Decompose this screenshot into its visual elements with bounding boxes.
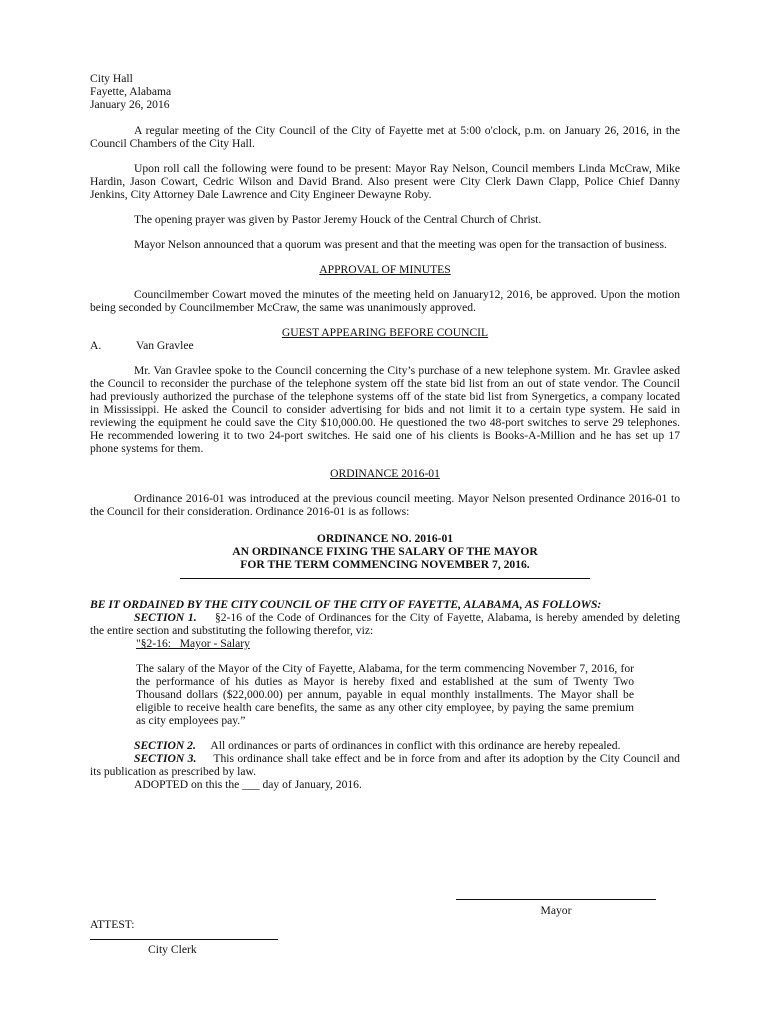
header-location: City Hall <box>90 72 133 85</box>
section-3 <box>90 752 680 778</box>
mayor-signature-line <box>456 898 656 900</box>
mayor-signature-block <box>456 898 656 917</box>
section-3-text: This ordinance shall take effect and be in force from and after its adoption by the City Council and its publication as prescribed by law. <box>90 752 680 778</box>
ordinance-heading <box>90 467 680 480</box>
section-1-text: §2-16 of the Code of Ordinances for the City of Fayette, Alabama, is hereby amended by deleting the entire section and substituting the following therefor, viz: <box>90 611 680 637</box>
attest-label: ATTEST: <box>90 918 135 931</box>
roll-call-paragraph: Upon roll call the following were found to be present: Mayor Ray Nelson, Council members Linda McCraw, Mike Hardin, Jason Cowart, Cedric Wilson and David Brand. Also present were City Clerk Dawn Clapp, Police Chief Danny Jenkins, City Attorney Dale Lawrence and City Engineer Dewayne Roby. <box>90 162 680 201</box>
ordinance-intro: Ordinance 2016-01 was introduced at the previous council meeting. Mayor Nelson presented Ordinance 2016-01 to the Council for their consideration. Ordinance 2016-01 is as follows: <box>90 492 680 518</box>
guest-item <box>90 339 680 352</box>
clerk-label: City Clerk <box>148 943 197 956</box>
prayer-paragraph: The opening prayer was given by Pastor Jeremy Houck of the Central Church of Christ. <box>134 213 542 226</box>
guest-paragraph: Mr. Van Gravlee spoke to the Council concerning the City’s purchase of a new telephone system. Mr. Gravlee asked the Council to reconsider the purchase of the telephone system off the state bid list from an out of state vendor. The Council had previously authorized the purchase of the telephone systems off of the state bid list from Synergetics, a company located in Mississippi. He asked the Council to consider advertising for bids and not limit it to a certain type system. He said in reviewing the equipment he could save the City $10,000.00. He questioned the two 48-port switches to serve 29 telephones. He recommended lowering it to two 24-port switches. He said one of his clients is Books-A-Million and he has set up 17 phone systems for them. <box>90 364 680 455</box>
clerk-signature-block <box>90 938 278 956</box>
adopted-line: ADOPTED on this the ___ day of January, 2016. <box>134 778 362 791</box>
ordinance-heading-text: ORDINANCE 2016-01 <box>330 467 440 480</box>
ordained-clause: BE IT ORDAINED BY THE CITY COUNCIL OF THE CITY OF FAYETTE, ALABAMA, AS FOLLOWS: <box>90 598 602 611</box>
section-1-label: SECTION 1. <box>134 611 197 624</box>
header-date: January 26, 2016 <box>90 98 170 111</box>
section-3-label: SECTION 3. <box>134 752 197 765</box>
section-2-text: All ordinances or parts of ordinances in conflict with this ordinance are hereby repealed. <box>210 739 621 752</box>
guest-item-name: Van Gravlee <box>136 339 194 352</box>
title-rule <box>90 571 680 584</box>
minutes-heading-text: APPROVAL OF MINUTES <box>319 263 451 276</box>
guest-heading <box>90 326 680 339</box>
quorum-paragraph: Mayor Nelson announced that a quorum was present and that the meeting was open for the transaction of business. <box>134 238 667 251</box>
document-page <box>90 72 680 791</box>
quote-heading-text: "§2-16: Mayor - Salary <box>136 637 250 650</box>
clerk-signature-line <box>90 938 278 940</box>
minutes-paragraph: Councilmember Cowart moved the minutes of the meeting held on January12, 2016, be approved. Upon the motion being seconded by Councilmember McCraw, the same was unanimously approved. <box>90 288 680 314</box>
ordinance-title-line1: AN ORDINANCE FIXING THE SALARY OF THE MAYOR <box>232 545 538 558</box>
section-2 <box>90 739 680 752</box>
mayor-label: Mayor <box>540 904 572 917</box>
ordinance-title-block <box>90 532 680 571</box>
quote-heading <box>136 637 634 650</box>
section-1 <box>90 611 680 637</box>
quoted-salary-section: The salary of the Mayor of the City of Fayette, Alabama, for the term commencing November 7, 2016, for the performance of his duties as Mayor is hereby fixed and established at the sum of Twenty Two Thousand dollars ($22,000.00) per annum, payable in equal monthly installments. The Mayor shall be eligible to receive health care benefits, the same as any other city employee, by paying the same premium as city employees pay.” <box>136 662 634 727</box>
intro-paragraph: A regular meeting of the City Council of the City of Fayette met at 5:00 o'clock, p.m. on January 26, 2016, in the Council Chambers of the City Hall. <box>90 124 680 150</box>
minutes-heading <box>90 263 680 276</box>
ordinance-number: ORDINANCE NO. 2016-01 <box>316 532 454 545</box>
document-header <box>90 72 680 111</box>
ordinance-title-line2: FOR THE TERM COMMENCING NOVEMBER 7, 2016. <box>240 558 530 571</box>
section-2-label: SECTION 2. <box>134 739 196 752</box>
header-city: Fayette, Alabama <box>90 85 172 98</box>
guest-item-letter: A. <box>90 339 102 352</box>
guest-heading-text: GUEST APPEARING BEFORE COUNCIL <box>281 326 489 339</box>
